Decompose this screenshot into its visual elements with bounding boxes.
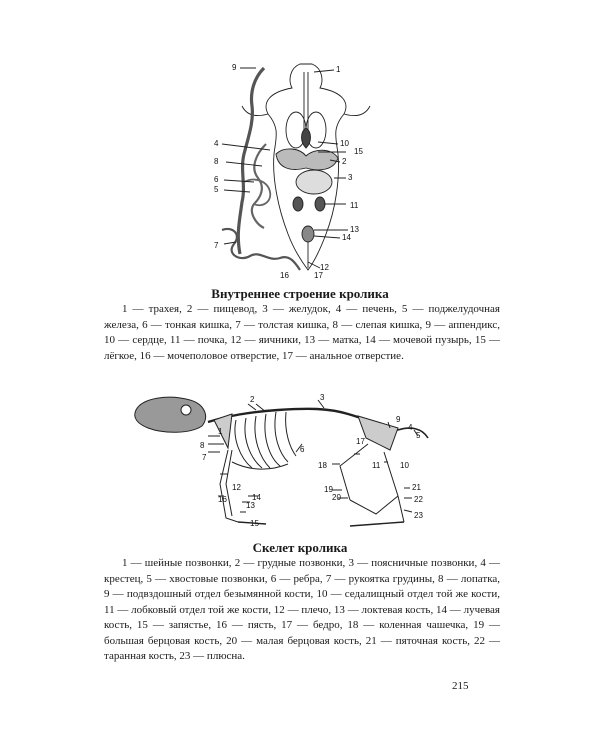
organs-label-15: 15 [354,147,363,156]
rabbit-organs-figure [210,58,380,280]
organs-label-6: 6 [214,175,219,184]
skeleton-label-11: 11 [372,461,381,470]
organs-label-4: 4 [214,139,219,148]
page-number: 215 [452,680,469,692]
organs-label-7: 7 [214,241,219,250]
skeleton-label-7: 7 [202,453,207,462]
skeleton-label-18: 18 [318,461,327,470]
skeleton-label-10: 10 [400,461,409,470]
skeleton-label-21: 21 [412,483,421,492]
organs-label-3: 3 [348,173,353,182]
skeleton-label-5: 5 [416,431,421,440]
skeleton-label-20: 20 [332,493,341,502]
organs-label-17: 17 [314,271,323,280]
skeleton-label-19: 19 [324,485,333,494]
organs-label-13: 13 [350,225,359,234]
skeleton-label-22: 22 [414,495,423,504]
organs-label-8: 8 [214,157,219,166]
skeleton-label-14: 14 [252,493,261,502]
organs-label-12: 12 [320,263,329,272]
skeleton-label-1: 1 [218,427,223,436]
rabbit-organs-drawing [210,58,380,280]
skeleton-label-6: 6 [300,445,305,454]
organs-label-5: 5 [214,185,219,194]
skeleton-label-4: 4 [408,423,413,432]
organs-figure-title: Внутреннее строение кролика [211,286,389,301]
skeleton-label-8: 8 [200,441,205,450]
skeleton-label-13: 13 [246,501,255,510]
skeleton-label-17: 17 [356,437,365,446]
organs-label-2: 2 [342,157,347,166]
organs-label-10: 10 [340,139,349,148]
rabbit-skeleton-figure [128,392,478,534]
organs-figure-legend: 1 — трахея, 2 — пищевод, 3 — желудок, 4 — печень, 5 — поджелудочная железа, 6 — тонкая кишка, 7 — толстая кишка, 8 — слепая кишка, 9 — аппендикс, 10 — сердце, 11 — почка, 12 — яичники, 13 — матка, 14 — мочевой пузырь, 15 — лёгкое, 16 — мочеполовое отверстие, 17 — анальное отверстие. [104,303,500,362]
organs-label-11: 11 [350,201,359,210]
organs-label-1: 1 [336,65,341,74]
skeleton-figure-title: Скелет кролика [252,540,348,555]
skeleton-label-16: 16 [218,495,227,504]
organs-label-9: 9 [232,63,237,72]
skeleton-label-9: 9 [396,415,401,424]
organs-label-16: 16 [280,271,289,280]
skeleton-label-23: 23 [414,511,423,520]
skeleton-label-12: 12 [232,483,241,492]
rabbit-skeleton-drawing [128,392,478,534]
skeleton-label-3: 3 [320,393,325,402]
skeleton-label-15: 15 [250,519,259,528]
organs-label-14: 14 [342,233,351,242]
skeleton-figure-legend: 1 — шейные позвонки, 2 — грудные позвонки, 3 — поясничные позвонки, 4 — крестец, 5 — хвостовые позвонки, 6 — ребра, 7 — рукоятка грудины, 8 — лопатка, 9 — подвздошный отдел безымянной кости, 10 — седалищный отдел той же кости, 11 — лобковый отдел той же кости, 12 — плечо, 13 — локтевая кость, 14 — лучевая кость, 15 — запястье, 16 — пясть, 17 — бедро, 18 — коленная чашечка, 19 — большая берцовая кость, 20 — малая берцовая кость, 21 — пяточная кость, 22 — таранная кость, 23 — плюсна. [104,557,500,662]
skeleton-label-2: 2 [250,395,255,404]
